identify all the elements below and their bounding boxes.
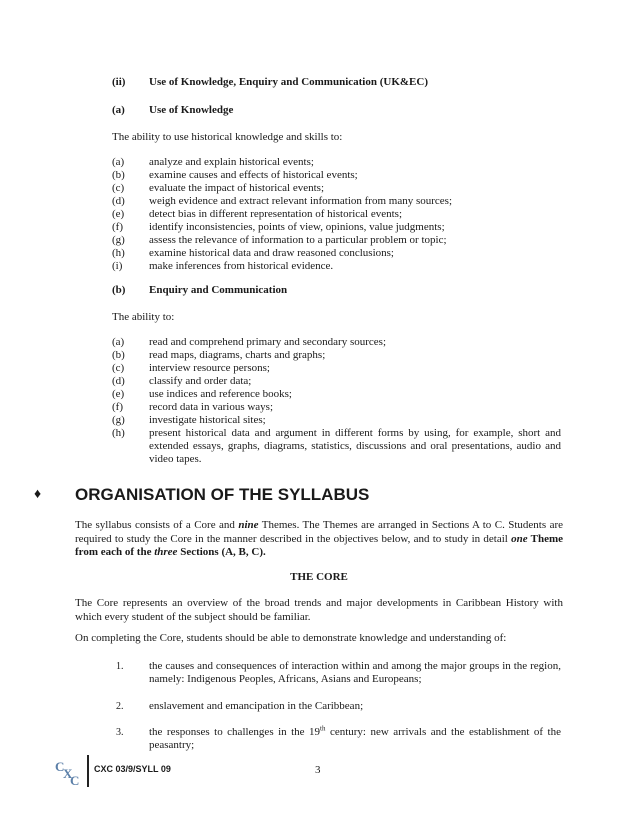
svg-text:X: X (63, 766, 73, 781)
list-item-text: examine historical data and draw reasoned conclusions; (149, 247, 394, 259)
svg-text:C: C (70, 773, 80, 788)
list-item-label: (h) (112, 427, 125, 439)
list-item-text: read maps, diagrams, charts and graphs; (149, 349, 326, 361)
section-ii-title: Use of Knowledge, Enquiry and Communication (UK&EC) (149, 76, 428, 88)
organisation-paragraph (75, 519, 563, 560)
core-intro: On completing the Core, students should be able to demonstrate knowledge and understanding of: (75, 632, 507, 644)
superscript: th (320, 724, 326, 733)
list-item-label: (a) (112, 156, 125, 168)
emphasis-one: one (511, 532, 528, 545)
list-item-label: (e) (112, 208, 125, 220)
list-item-label: (h) (112, 247, 125, 259)
list-item-label: (f) (112, 401, 123, 413)
core-heading: THE CORE (290, 571, 348, 583)
text-run: Theme from each of the (75, 532, 564, 558)
list-item-label: (c) (112, 362, 125, 374)
list-item-text: analyze and explain historical events; (149, 156, 314, 168)
core-item-text: the causes and consequences of interaction within and among the major groups in the region, namely: Indigenous Peoples, Africans, Asians and Europeans; (149, 660, 561, 685)
list-item-label: (b) (112, 349, 125, 361)
text-run: Themes. The Themes are arranged in Sections A to C. Students are required to study the Core in the manner described in the objectives below, and to study in detail (75, 519, 564, 545)
section-a-title: Use of Knowledge (149, 104, 234, 116)
section-b-label: (b) (112, 284, 126, 296)
core-item-text: enslavement and emancipation in the Caribbean; (149, 700, 364, 712)
list-item-text: examine causes and effects of historical events; (149, 169, 358, 181)
list-item-label: (f) (112, 221, 123, 233)
list-item-label: (g) (112, 234, 125, 246)
diamond-bullet-icon: ♦ (34, 487, 42, 502)
list-item-text: detect bias in different representation of historical events; (149, 208, 403, 220)
core-paragraph: The Core represents an overview of the broad trends and major developments in Caribbean History with which every student of the subject should be familiar. (75, 597, 563, 623)
list-item-text: record data in various ways; (149, 401, 274, 413)
section-ii-label: (ii) (112, 76, 126, 88)
page-number: 3 (315, 764, 321, 776)
list-item-text: use indices and reference books; (149, 388, 292, 400)
list-item-text: read and comprehend primary and secondary sources; (149, 336, 387, 348)
text-run: The syllabus consists of a Core and (75, 519, 239, 531)
text-run: the responses to challenges in the 19 (149, 726, 321, 738)
text-run: Sections (A, B, C). (177, 546, 266, 558)
emphasis-three: three (154, 546, 178, 558)
list-item-label: (c) (112, 182, 125, 194)
list-item-label: (a) (112, 336, 125, 348)
core-item-number: 2. (116, 701, 124, 712)
footer-code: CXC 03/9/SYLL 09 (94, 764, 171, 774)
section-a-label: (a) (112, 104, 125, 116)
list-item-text: classify and order data; (149, 375, 252, 387)
list-item-label: (d) (112, 375, 125, 387)
section-a-intro: The ability to use historical knowledge and skills to: (112, 131, 343, 143)
list-item-text: identify inconsistencies, points of view, opinions, value judgments; (149, 221, 445, 233)
text-run: century: new arrivals and the establishment of the peasantry; (149, 726, 561, 751)
core-item-number: 3. (116, 727, 124, 738)
section-b-title: Enquiry and Communication (149, 284, 288, 296)
list-item-label: (g) (112, 414, 125, 426)
svg-text:C: C (55, 759, 65, 774)
list-item-label: (i) (112, 260, 123, 272)
cxc-logo-icon (54, 754, 86, 788)
section-b-intro: The ability to: (112, 311, 175, 323)
list-item-text: interview resource persons; (149, 362, 270, 374)
list-item-label: (b) (112, 169, 125, 181)
list-item-text: present historical data and argument in different forms by using, for example, short and extended essays, graphs, diagrams, statistics, discussions and oral presentations, audio and video tapes. (149, 427, 561, 465)
list-item-text: make inferences from historical evidence. (149, 260, 334, 272)
section-heading: ORGANISATION OF THE SYLLABUS (75, 485, 370, 504)
emphasis-nine: nine (238, 519, 259, 531)
core-item-text (149, 726, 561, 752)
list-item-label: (e) (112, 388, 125, 400)
list-item-text: evaluate the impact of historical events; (149, 182, 325, 194)
cxc-logo-graphic (54, 754, 86, 788)
core-item-number: 1. (116, 661, 124, 672)
list-item-text: assess the relevance of information to a particular problem or topic; (149, 234, 447, 246)
list-item-text: investigate historical sites; (149, 414, 266, 426)
list-item-text: weigh evidence and extract relevant information from many sources; (149, 195, 452, 207)
list-item-label: (d) (112, 195, 125, 207)
footer-divider (87, 755, 89, 787)
